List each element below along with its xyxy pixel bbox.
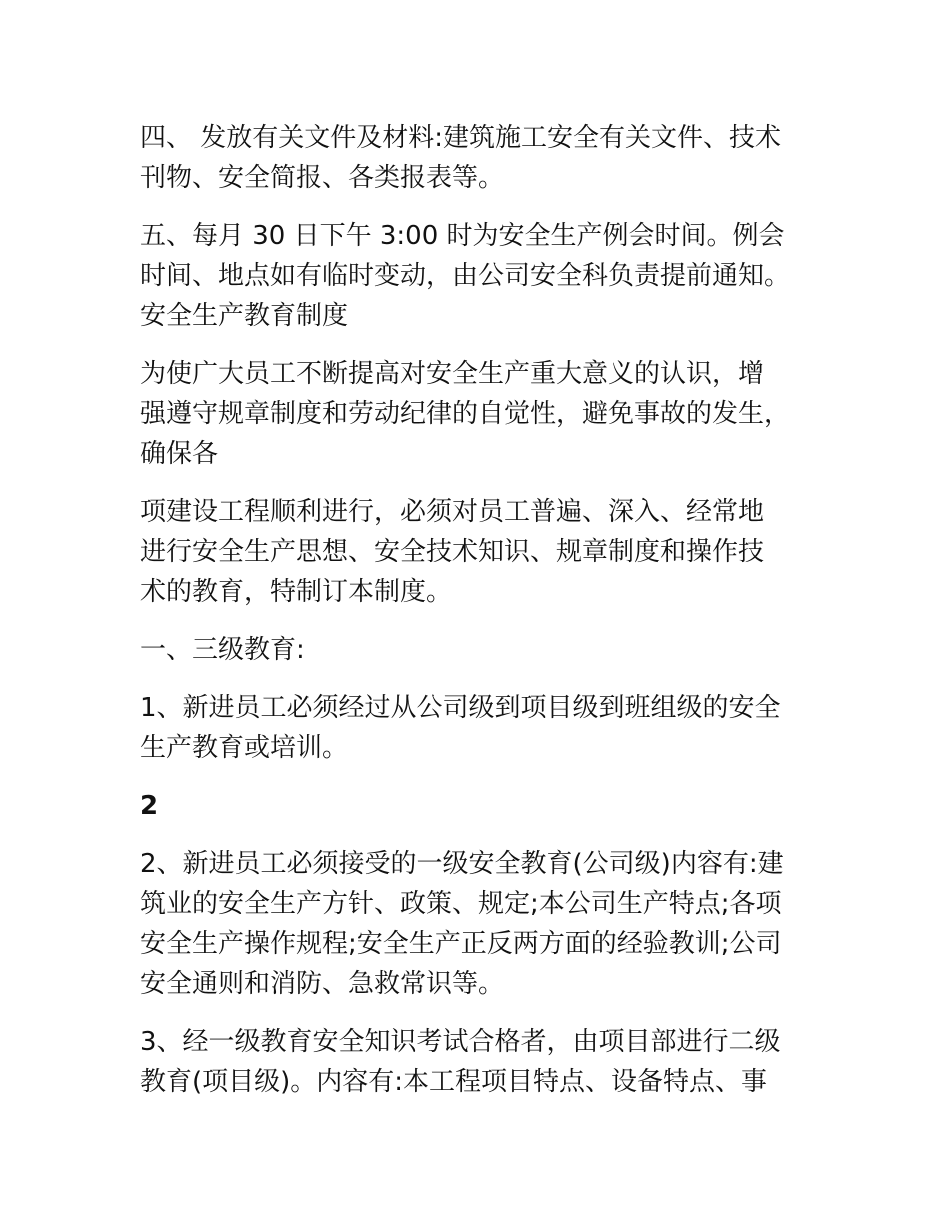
section-heading: 安全生产教育制度 [140,301,349,331]
paragraph-item-2 [140,844,812,1004]
paragraph-item-3 [140,1022,812,1102]
text-line: 生产教育或培训。 [140,733,349,763]
paragraph-section-five [140,216,812,336]
paragraph-section-four [140,118,812,198]
page-number: 2 [140,791,159,821]
paragraph-intro [140,354,812,474]
text-line: 3、经一级教育安全知识考试合格者，由项目部进行二级 [140,1027,781,1057]
text-line: 教育(项目级)。内容有:本工程项目特点、设备特点、事 [140,1067,768,1097]
text-line: 五、每月 30 日下午 3:00 时为安全生产例会时间。例会 [140,221,785,251]
text-line: 为使广大员工不断提高对安全生产重大意义的认识，增 [140,359,765,389]
paragraph-page-number [140,786,812,826]
paragraph-three-level-education [140,630,812,670]
document-page [140,118,812,1102]
text-line: 强遵守规章制度和劳动纪律的自觉性，避免事故的发生， [140,399,791,429]
text-line: 安全通则和消防、急救常识等。 [140,969,505,999]
text-line: 项建设工程顺利进行，必须对员工普遍、深入、经常地 [140,497,765,527]
text-line: 筑业的安全生产方针、政策、规定;本公司生产特点;各项 [140,889,782,919]
section-heading: 一、三级教育: [140,635,305,665]
text-line: 四、 发放有关文件及材料:建筑施工安全有关文件、技术 [140,123,782,153]
text-line: 确保各 [140,439,219,469]
text-line: 术的教育，特制订本制度。 [140,577,453,607]
paragraph-intro-continued [140,492,812,612]
text-line: 进行安全生产思想、安全技术知识、规章制度和操作技 [140,537,765,567]
text-line: 安全生产操作规程;安全生产正反两方面的经验教训;公司 [140,929,782,959]
paragraph-item-1 [140,688,812,768]
text-line: 2、新进员工必须接受的一级安全教育(公司级)内容有:建 [140,849,784,879]
text-line: 1、新进员工必须经过从公司级到项目级到班组级的安全 [140,693,781,723]
text-line: 时间、地点如有临时变动，由公司安全科负责提前通知。 [140,261,791,291]
text-line: 刊物、安全简报、各类报表等。 [140,163,505,193]
